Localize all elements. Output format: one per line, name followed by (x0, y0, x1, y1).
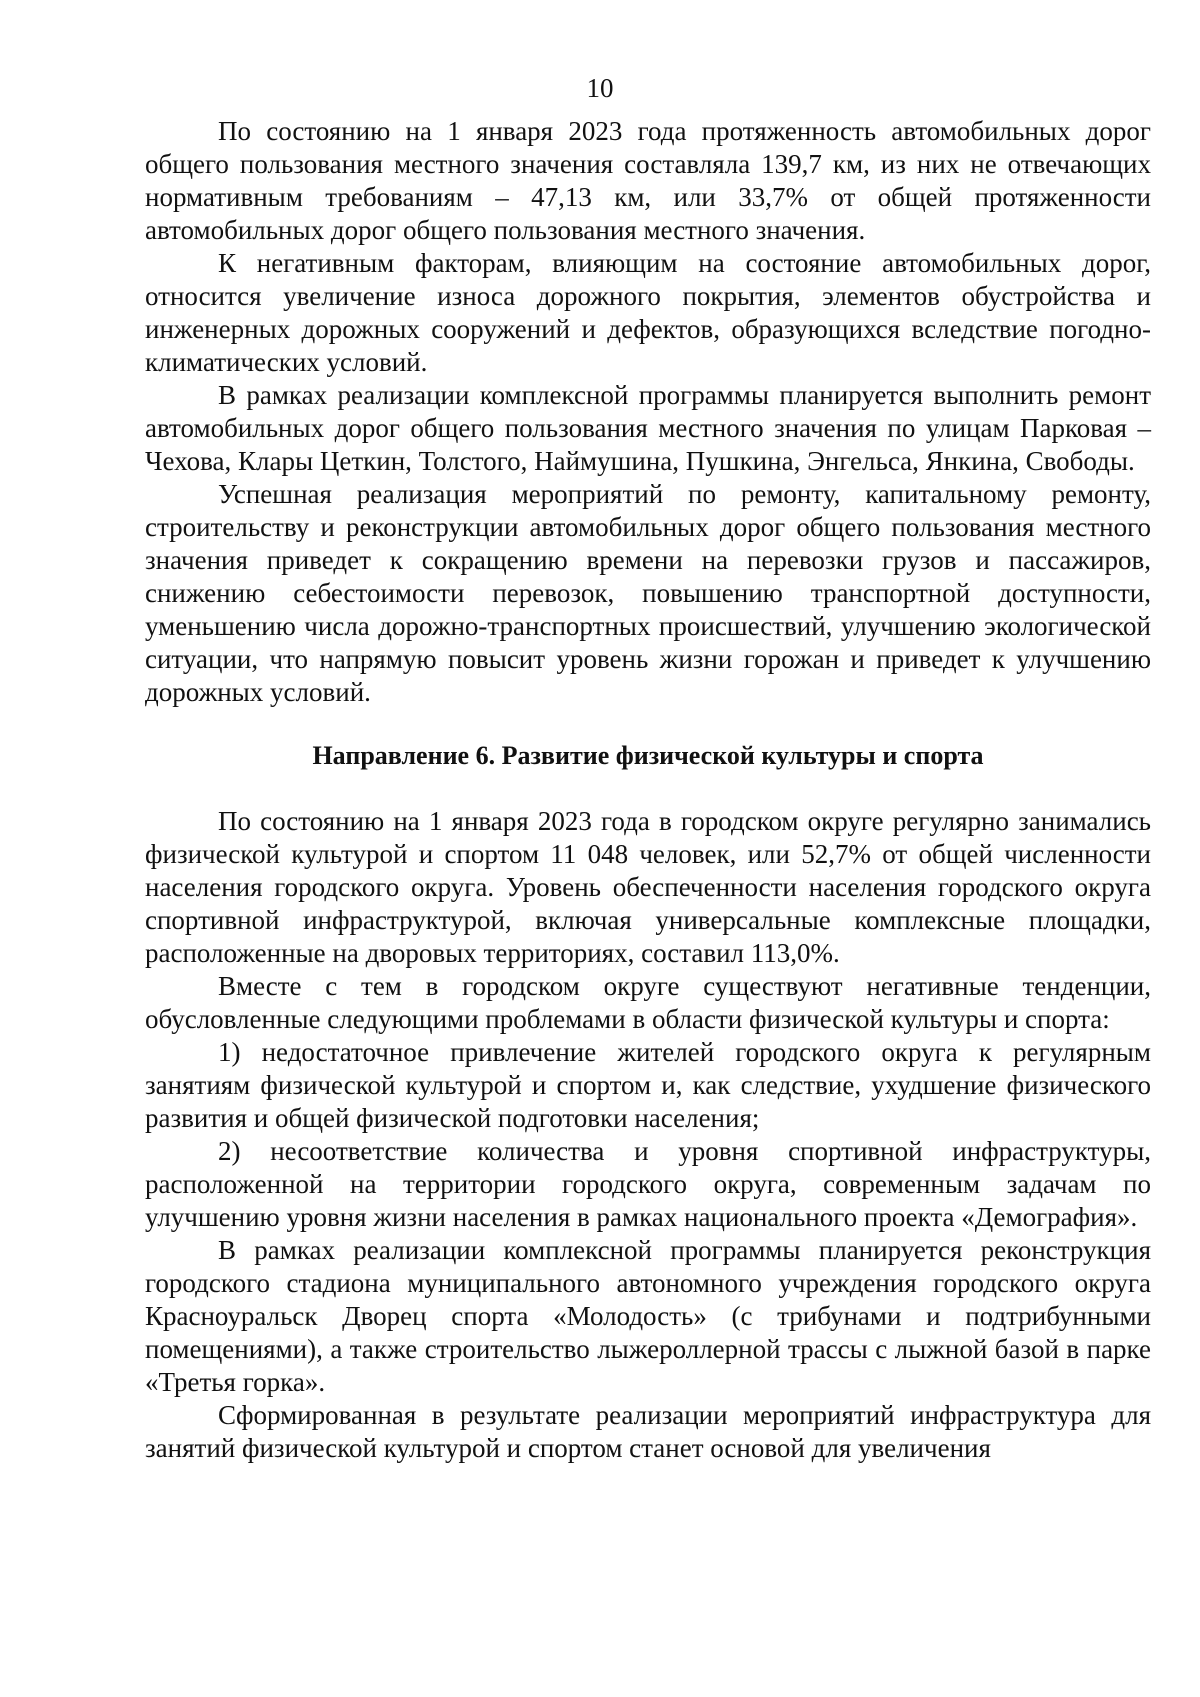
page-number: 10 (586, 73, 614, 103)
list-item-problem-1: 1) недостаточное привлечение жителей городского округа к регулярным занятиям физической культурой и спортом и, как следствие, ухудшение физического развития и общей физической подготовки населения; (145, 1037, 1151, 1133)
list-item-problem-2: 2) несоответствие количества и уровня спортивной инфраструктуры, расположенной на территории городского округа, современным задачам по улучшению уровня жизни населения в рамках национального проекта «Демография». (145, 1136, 1151, 1232)
paragraph-infrastructure-outcome: Сформированная в результате реализации мероприятий инфраструктура для занятий физической культурой и спортом станет основой для увеличения (145, 1400, 1151, 1463)
paragraph-road-repair-plan: В рамках реализации комплексной программы планируется выполнить ремонт автомобильных дорог общего пользования местного значения по улицам Парковая – Чехова, Клары Цеткин, Толстого, Наймушина, Пушкина, Энгельса, Янкина, Свободы. (145, 380, 1151, 476)
paragraph-road-length: По состоянию на 1 января 2023 года протяженность автомобильных дорог общего пользования местного значения составляла 139,7 км, из них не отвечающих нормативным требованиям – 47,13 км, или 33,7% от общей протяженности автомобильных дорог общего пользования местного значения. (145, 116, 1151, 245)
paragraph-road-outcomes: Успешная реализация мероприятий по ремонту, капитальному ремонту, строительству и реконструкции автомобильных дорог общего пользования местного значения приведет к сокращению времени на перевозки грузов и пассажиров, снижению себестоимости перевозок, повышению транспортной доступности, уменьшению числа дорожно-транспортных происшествий, улучшению экологической ситуации, что напрямую повысит уровень жизни горожан и приведет к улучшению дорожных условий. (145, 479, 1151, 707)
document-body (145, 115, 1151, 1465)
paragraph-negative-factors: К негативным факторам, влияющим на состояние автомобильных дорог, относится увеличение износа дорожного покрытия, элементов обустройства и инженерных дорожных сооружений и дефектов, образующихся вследствие погодно-климатических условий. (145, 248, 1151, 377)
paragraph-sport-statistics: По состоянию на 1 января 2023 года в городском округе регулярно занимались физической культурой и спортом 11 048 человек, или 52,7% от общей численности населения городского округа. Уровень обеспеченности населения городского округа спортивной инфраструктурой, включая универсальные комплексные площадки, расположенные на дворовых территориях, составил 113,0%. (145, 806, 1151, 968)
section-heading: Направление 6. Развитие физической культуры и спорта (312, 741, 984, 770)
paragraph-stadium-plan: В рамках реализации комплексной программы планируется реконструкция городского стадиона муниципального автономного учреждения городского округа Красноуральск Дворец спорта «Молодость» (с трибунами и подтрибунными помещениями), а также строительство лыжероллерной трассы с лыжной базой в парке «Третья горка». (145, 1235, 1151, 1397)
paragraph-sport-problems-intro: Вместе с тем в городском округе существуют негативные тенденции, обусловленные следующими проблемами в области физической культуры и спорта: (145, 971, 1151, 1034)
